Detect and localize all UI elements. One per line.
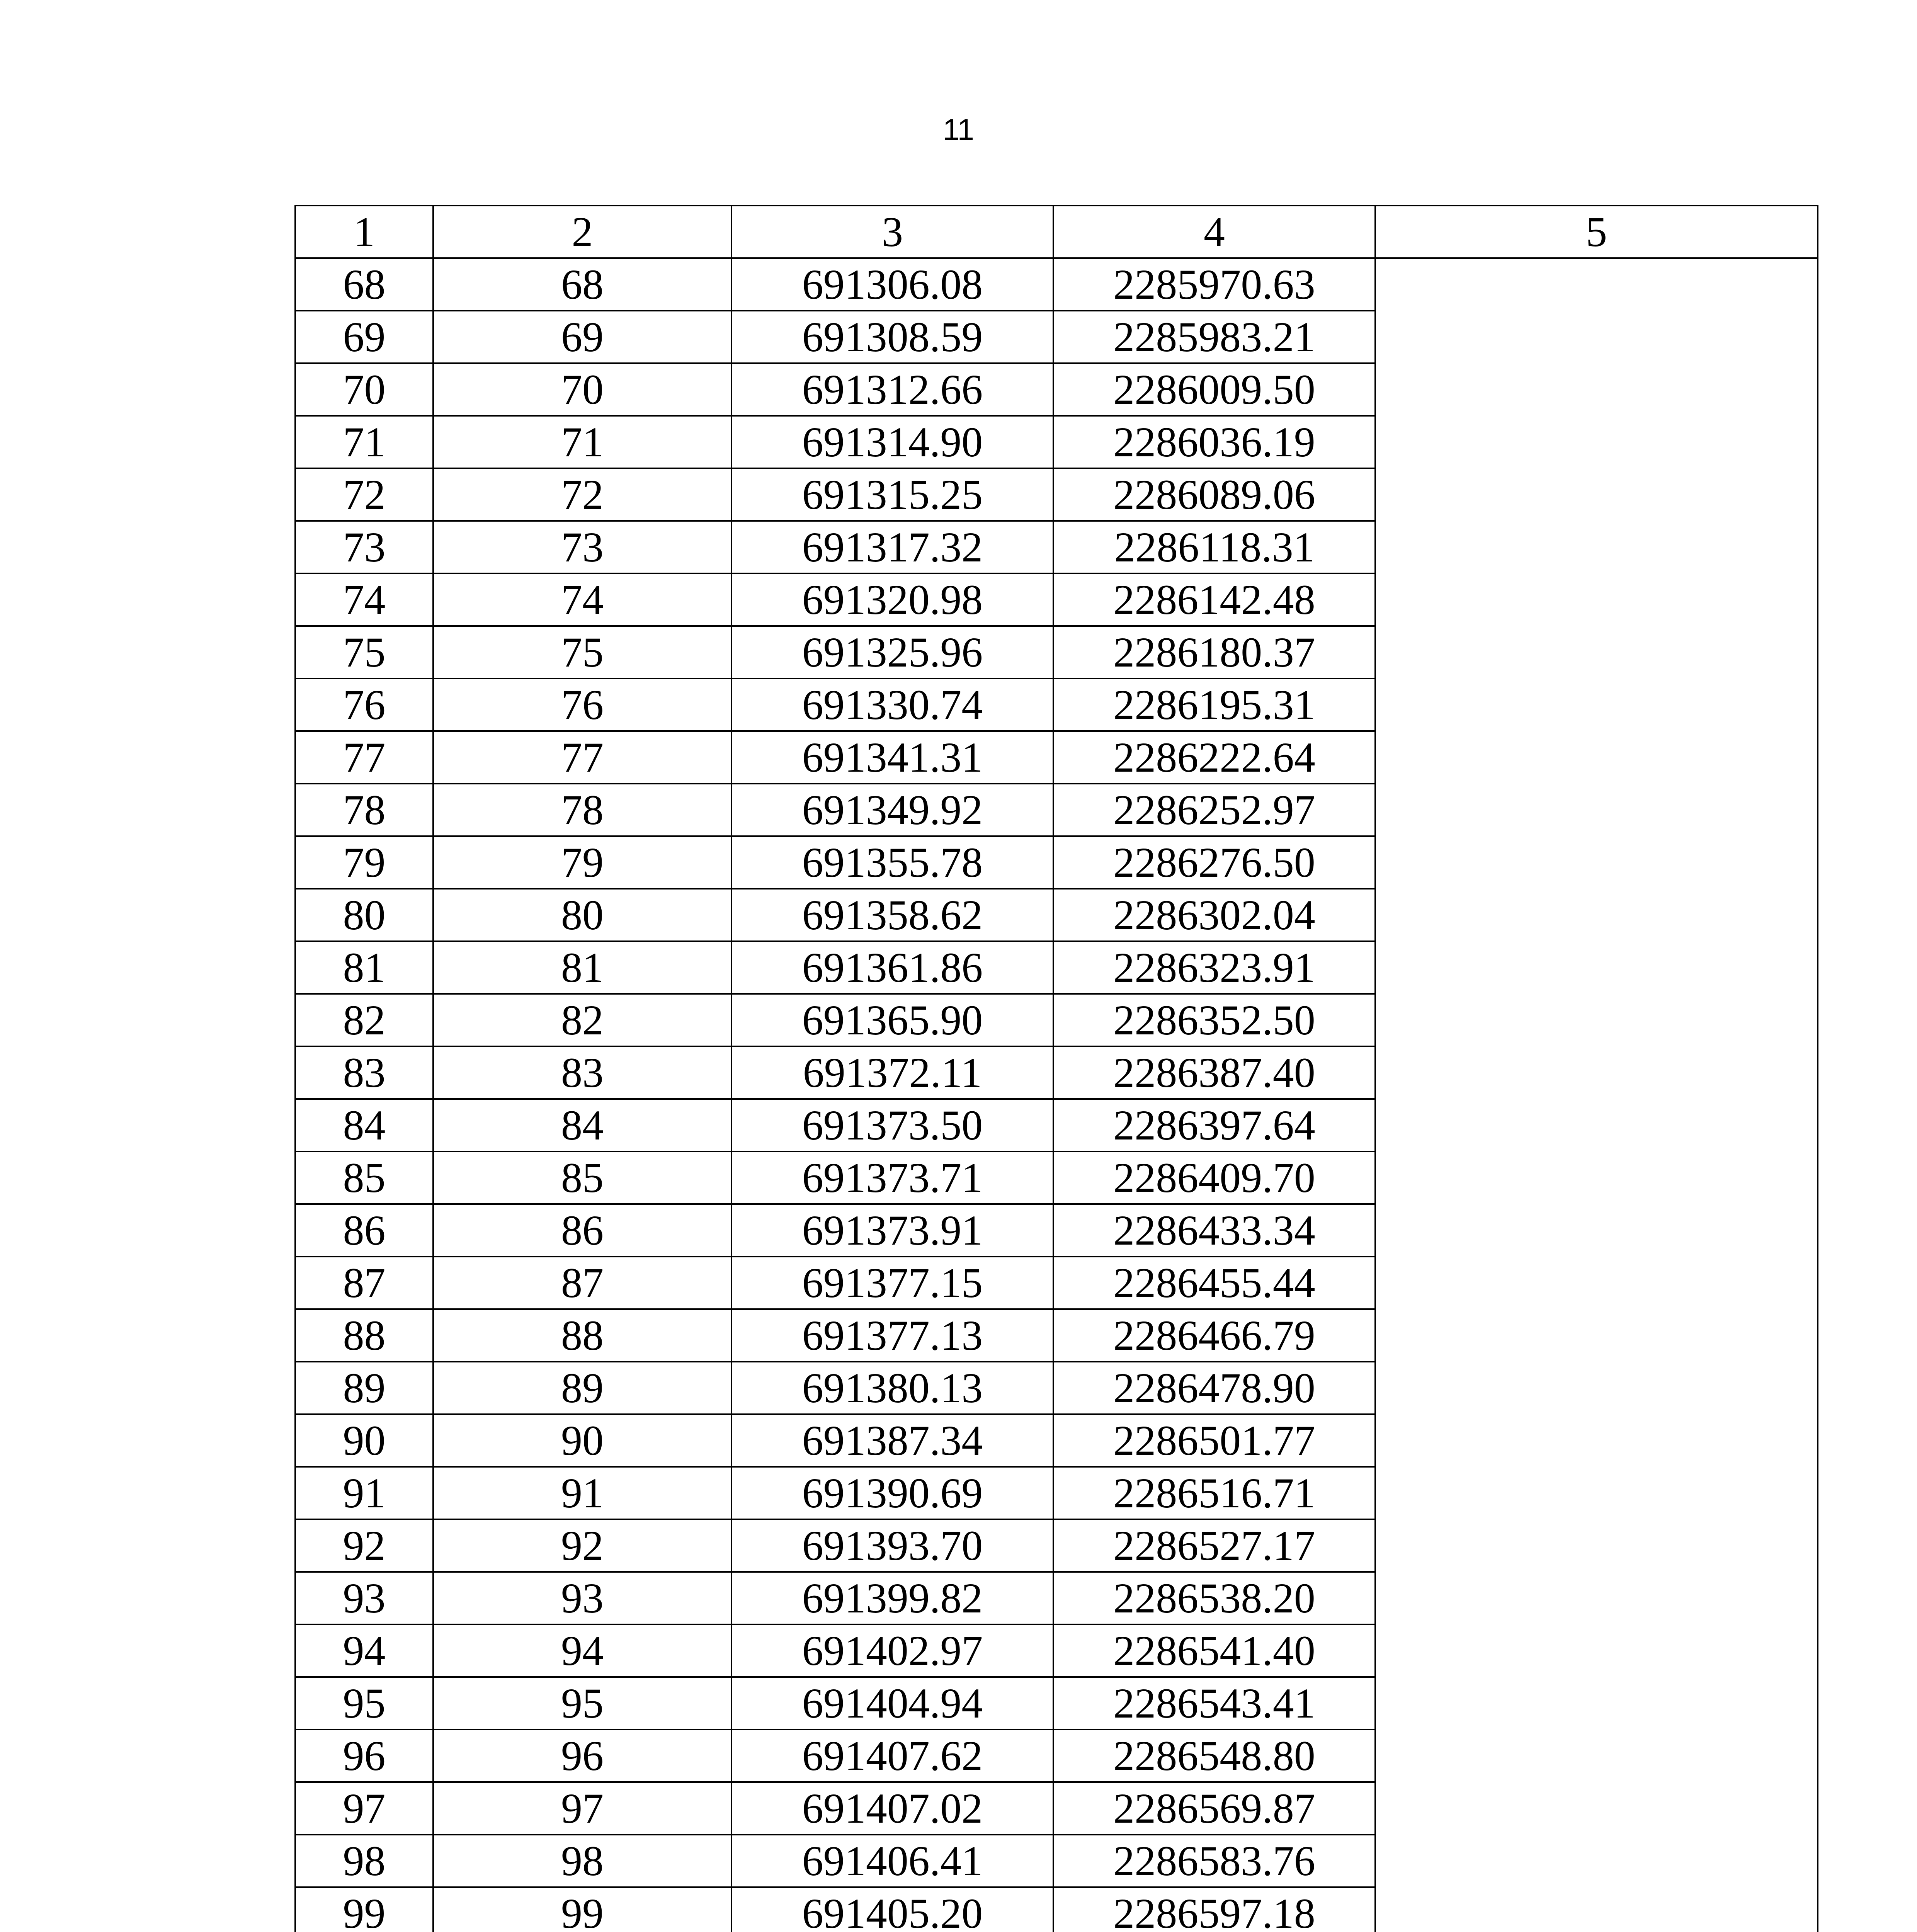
x-coordinate-cell: 691355.78 [731, 836, 1053, 889]
point-id-cell: 82 [433, 994, 731, 1046]
x-coordinate-cell: 691373.50 [731, 1099, 1053, 1151]
point-id-cell: 92 [433, 1519, 731, 1572]
y-coordinate-cell: 2286501.77 [1053, 1414, 1375, 1467]
point-number-cell: 77 [295, 731, 433, 784]
point-id-cell: 85 [433, 1151, 731, 1204]
column-header-2: 2 [433, 206, 731, 258]
point-number-cell: 73 [295, 521, 433, 573]
y-coordinate-cell: 2286597.18 [1053, 1887, 1375, 1932]
point-number-cell: 75 [295, 626, 433, 679]
y-coordinate-cell: 2286276.50 [1053, 836, 1375, 889]
point-number-cell: 84 [295, 1099, 433, 1151]
point-id-cell: 97 [433, 1782, 731, 1835]
point-id-cell: 73 [433, 521, 731, 573]
column-header-1: 1 [295, 206, 433, 258]
point-id-cell: 77 [433, 731, 731, 784]
point-number-cell: 99 [295, 1887, 433, 1932]
x-coordinate-cell: 691373.71 [731, 1151, 1053, 1204]
point-number-cell: 96 [295, 1730, 433, 1782]
y-coordinate-cell: 2286323.91 [1053, 941, 1375, 994]
point-number-cell: 85 [295, 1151, 433, 1204]
x-coordinate-cell: 691365.90 [731, 994, 1053, 1046]
point-id-cell: 76 [433, 679, 731, 731]
x-coordinate-cell: 691405.20 [731, 1887, 1053, 1932]
x-coordinate-cell: 691314.90 [731, 416, 1053, 468]
x-coordinate-cell: 691404.94 [731, 1677, 1053, 1730]
point-id-cell: 75 [433, 626, 731, 679]
point-id-cell: 69 [433, 311, 731, 363]
point-id-cell: 81 [433, 941, 731, 994]
point-number-cell: 88 [295, 1309, 433, 1362]
point-number-cell: 68 [295, 258, 433, 311]
point-id-cell: 87 [433, 1257, 731, 1309]
x-coordinate-cell: 691390.69 [731, 1467, 1053, 1519]
point-id-cell: 83 [433, 1046, 731, 1099]
y-coordinate-cell: 2286455.44 [1053, 1257, 1375, 1309]
coordinates-table [294, 205, 1818, 1932]
point-id-cell: 91 [433, 1467, 731, 1519]
x-coordinate-cell: 691317.32 [731, 521, 1053, 573]
x-coordinate-cell: 691349.92 [731, 784, 1053, 836]
point-number-cell: 89 [295, 1362, 433, 1414]
point-id-cell: 86 [433, 1204, 731, 1257]
point-id-cell: 68 [433, 258, 731, 311]
x-coordinate-cell: 691330.74 [731, 679, 1053, 731]
point-number-cell: 71 [295, 416, 433, 468]
point-id-cell: 98 [433, 1835, 731, 1887]
point-id-cell: 79 [433, 836, 731, 889]
y-coordinate-cell: 2286409.70 [1053, 1151, 1375, 1204]
x-coordinate-cell: 691312.66 [731, 363, 1053, 416]
y-coordinate-cell: 2286543.41 [1053, 1677, 1375, 1730]
x-coordinate-cell: 691377.13 [731, 1309, 1053, 1362]
point-id-cell: 93 [433, 1572, 731, 1624]
y-coordinate-cell: 2286478.90 [1053, 1362, 1375, 1414]
point-number-cell: 87 [295, 1257, 433, 1309]
point-number-cell: 80 [295, 889, 433, 941]
y-coordinate-cell: 2286252.97 [1053, 784, 1375, 836]
y-coordinate-cell: 2286089.06 [1053, 468, 1375, 521]
y-coordinate-cell: 2286548.80 [1053, 1730, 1375, 1782]
x-coordinate-cell: 691372.11 [731, 1046, 1053, 1099]
point-number-cell: 83 [295, 1046, 433, 1099]
point-number-cell: 72 [295, 468, 433, 521]
point-number-cell: 95 [295, 1677, 433, 1730]
y-coordinate-cell: 2285983.21 [1053, 311, 1375, 363]
x-coordinate-cell: 691325.96 [731, 626, 1053, 679]
point-number-cell: 76 [295, 679, 433, 731]
x-coordinate-cell: 691387.34 [731, 1414, 1053, 1467]
y-coordinate-cell: 2286352.50 [1053, 994, 1375, 1046]
point-id-cell: 95 [433, 1677, 731, 1730]
point-id-cell: 72 [433, 468, 731, 521]
point-number-cell: 97 [295, 1782, 433, 1835]
point-id-cell: 90 [433, 1414, 731, 1467]
x-coordinate-cell: 691358.62 [731, 889, 1053, 941]
point-number-cell: 70 [295, 363, 433, 416]
point-id-cell: 74 [433, 573, 731, 626]
y-coordinate-cell: 2286302.04 [1053, 889, 1375, 941]
point-id-cell: 80 [433, 889, 731, 941]
point-number-cell: 78 [295, 784, 433, 836]
y-coordinate-cell: 2286397.64 [1053, 1099, 1375, 1151]
column-header-3: 3 [731, 206, 1053, 258]
table-header [295, 206, 1818, 258]
remarks-cell [1375, 258, 1818, 1932]
point-number-cell: 93 [295, 1572, 433, 1624]
x-coordinate-cell: 691406.41 [731, 1835, 1053, 1887]
y-coordinate-cell: 2286541.40 [1053, 1624, 1375, 1677]
x-coordinate-cell: 691306.08 [731, 258, 1053, 311]
point-number-cell: 94 [295, 1624, 433, 1677]
point-number-cell: 79 [295, 836, 433, 889]
y-coordinate-cell: 2286569.87 [1053, 1782, 1375, 1835]
point-number-cell: 90 [295, 1414, 433, 1467]
x-coordinate-cell: 691308.59 [731, 311, 1053, 363]
point-id-cell: 89 [433, 1362, 731, 1414]
point-number-cell: 86 [295, 1204, 433, 1257]
x-coordinate-cell: 691320.98 [731, 573, 1053, 626]
point-id-cell: 70 [433, 363, 731, 416]
point-number-cell: 81 [295, 941, 433, 994]
y-coordinate-cell: 2286538.20 [1053, 1572, 1375, 1624]
table-body [295, 258, 1818, 1932]
x-coordinate-cell: 691407.62 [731, 1730, 1053, 1782]
y-coordinate-cell: 2286180.37 [1053, 626, 1375, 679]
x-coordinate-cell: 691377.15 [731, 1257, 1053, 1309]
x-coordinate-cell: 691402.97 [731, 1624, 1053, 1677]
y-coordinate-cell: 2286195.31 [1053, 679, 1375, 731]
point-id-cell: 88 [433, 1309, 731, 1362]
x-coordinate-cell: 691399.82 [731, 1572, 1053, 1624]
point-number-cell: 74 [295, 573, 433, 626]
point-number-cell: 92 [295, 1519, 433, 1572]
table-row [295, 258, 1818, 311]
y-coordinate-cell: 2286433.34 [1053, 1204, 1375, 1257]
page-number: 11 [943, 112, 974, 146]
point-number-cell: 69 [295, 311, 433, 363]
x-coordinate-cell: 691393.70 [731, 1519, 1053, 1572]
x-coordinate-cell: 691315.25 [731, 468, 1053, 521]
y-coordinate-cell: 2286118.31 [1053, 521, 1375, 573]
y-coordinate-cell: 2286583.76 [1053, 1835, 1375, 1887]
header-row [295, 206, 1818, 258]
point-id-cell: 71 [433, 416, 731, 468]
point-number-cell: 82 [295, 994, 433, 1046]
column-header-5: 5 [1375, 206, 1818, 258]
point-number-cell: 91 [295, 1467, 433, 1519]
point-id-cell: 96 [433, 1730, 731, 1782]
x-coordinate-cell: 691407.02 [731, 1782, 1053, 1835]
y-coordinate-cell: 2286527.17 [1053, 1519, 1375, 1572]
point-id-cell: 78 [433, 784, 731, 836]
x-coordinate-cell: 691361.86 [731, 941, 1053, 994]
x-coordinate-cell: 691380.13 [731, 1362, 1053, 1414]
point-id-cell: 99 [433, 1887, 731, 1932]
point-id-cell: 94 [433, 1624, 731, 1677]
x-coordinate-cell: 691373.91 [731, 1204, 1053, 1257]
y-coordinate-cell: 2286466.79 [1053, 1309, 1375, 1362]
y-coordinate-cell: 2286142.48 [1053, 573, 1375, 626]
x-coordinate-cell: 691341.31 [731, 731, 1053, 784]
y-coordinate-cell: 2286222.64 [1053, 731, 1375, 784]
y-coordinate-cell: 2286009.50 [1053, 363, 1375, 416]
y-coordinate-cell: 2286387.40 [1053, 1046, 1375, 1099]
y-coordinate-cell: 2286036.19 [1053, 416, 1375, 468]
column-header-4: 4 [1053, 206, 1375, 258]
point-number-cell: 98 [295, 1835, 433, 1887]
point-id-cell: 84 [433, 1099, 731, 1151]
y-coordinate-cell: 2285970.63 [1053, 258, 1375, 311]
y-coordinate-cell: 2286516.71 [1053, 1467, 1375, 1519]
